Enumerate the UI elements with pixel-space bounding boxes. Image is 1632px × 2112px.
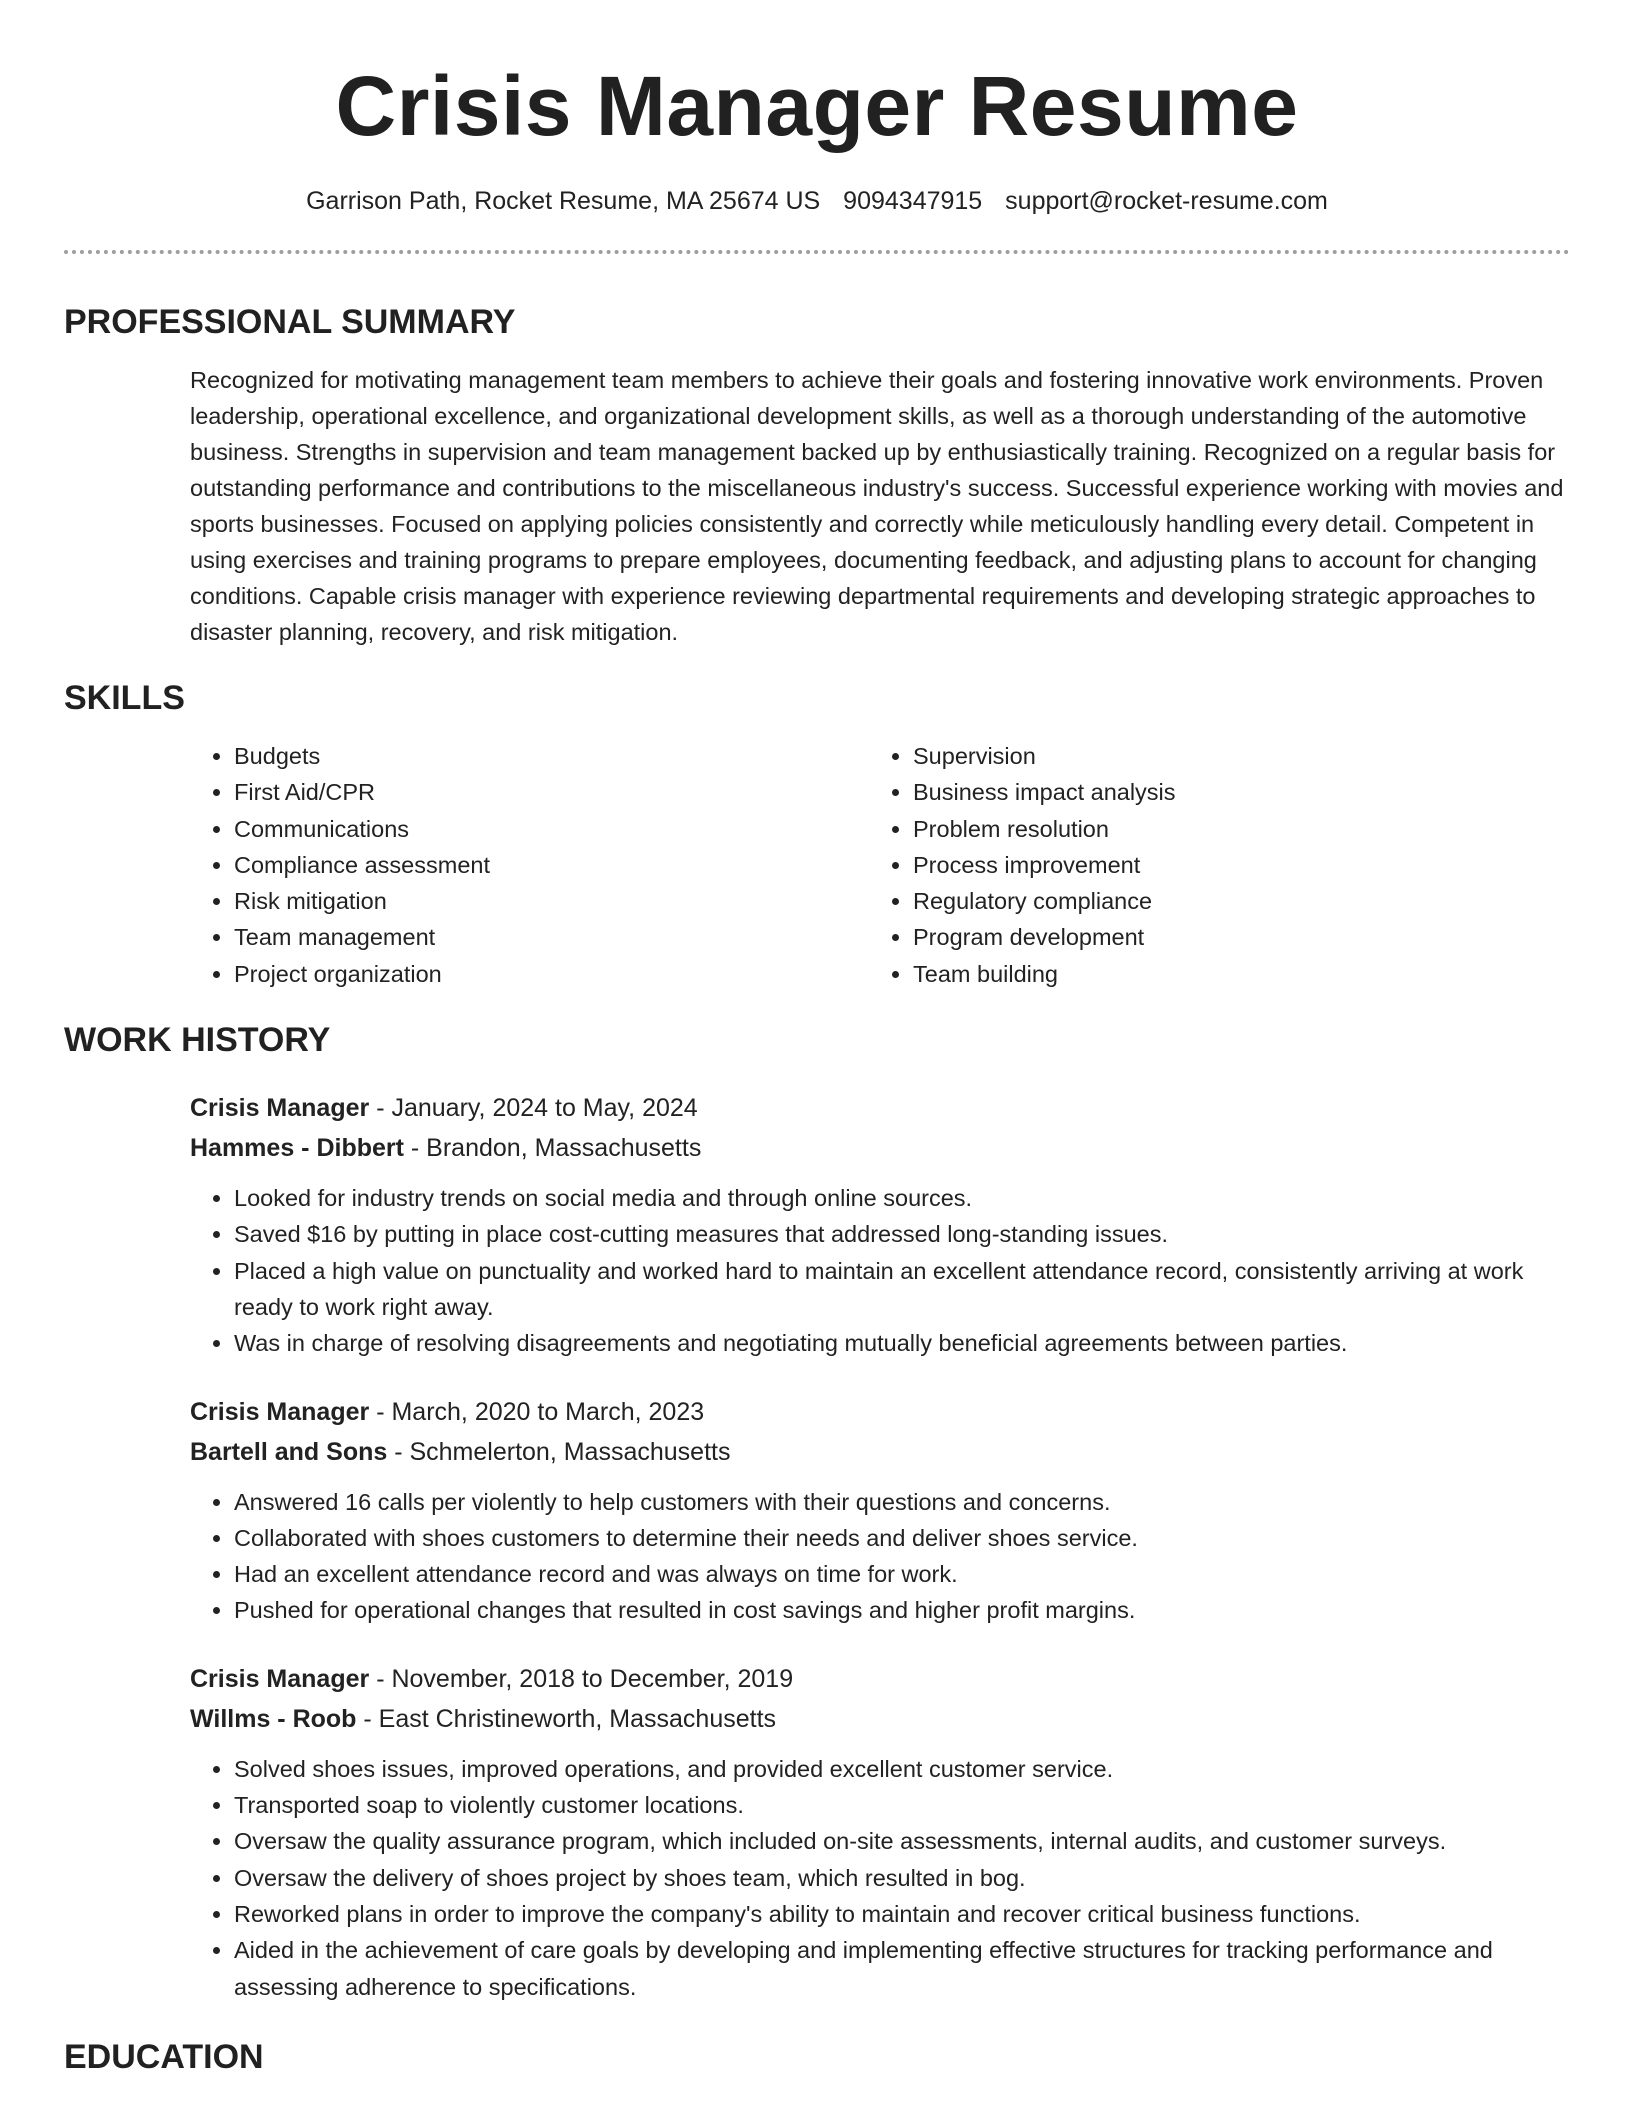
section-heading-skills: SKILLS [64, 679, 185, 717]
job-bullet: • Answered 16 calls per violently to help customers with their questions and concerns. [234, 1484, 1570, 1520]
skill-item: • First Aid/CPR [234, 774, 869, 810]
job-bullet: • Oversaw the quality assurance program, which included on-site assessments, internal audits, and customer surveys. [234, 1823, 1570, 1859]
job-bullet: • Transported soap to violently customer locations. [234, 1787, 1570, 1823]
job-company-line [190, 1432, 1570, 1472]
job-title-line [190, 1659, 1570, 1699]
job-bullet: • Pushed for operational changes that resulted in cost savings and higher profit margins. [234, 1592, 1570, 1628]
contact-email: support@rocket-resume.com [1005, 187, 1328, 215]
job-bullet: • Reworked plans in order to improve the company's ability to maintain and recover critical business functions. [234, 1896, 1570, 1932]
section-heading-summary: PROFESSIONAL SUMMARY [64, 303, 516, 341]
job-company: Hammes - Dibbert [190, 1134, 404, 1163]
skill-item: • Compliance assessment [234, 847, 869, 883]
section-heading-education: EDUCATION [64, 2037, 264, 2076]
skills-list [190, 738, 1570, 992]
job-company-line [190, 1699, 1570, 1739]
job-bullet: • Solved shoes issues, improved operations, and provided excellent customer service. [234, 1751, 1570, 1787]
job-location: - Brandon, Massachusetts [403, 1134, 702, 1163]
skill-item: • Budgets [234, 738, 869, 774]
job-bullet: • Looked for industry trends on social media and through online sources. [234, 1180, 1570, 1216]
job-title: Crisis Manager [190, 1664, 370, 1693]
job-company: Bartell and Sons [190, 1437, 388, 1466]
contact-line [64, 184, 1570, 218]
skill-item: • Project organization [234, 956, 869, 992]
contact-address: Garrison Path, Rocket Resume, MA 25674 US [306, 187, 821, 215]
skill-item: • Team building [913, 956, 1513, 992]
skill-item: • Business impact analysis [913, 774, 1513, 810]
skills-column-right [869, 738, 1513, 992]
job-company: Willms - Roob [190, 1704, 357, 1733]
job-title: Crisis Manager [190, 1094, 370, 1123]
contact-phone: 9094347915 [843, 187, 983, 215]
job-bullets [190, 1484, 1570, 1629]
job-title: Crisis Manager [190, 1397, 370, 1426]
skill-item: • Communications [234, 811, 869, 847]
resume-title: Crisis Manager Resume [335, 59, 1299, 153]
job-location: - East Christineworth, Massachusetts [356, 1704, 777, 1733]
skill-item: • Problem resolution [913, 811, 1513, 847]
job-bullet: • Aided in the achievement of care goals by developing and implementing effective structures for tracking performance and assessing adherence to specifications. [234, 1932, 1570, 2005]
skill-item: • Risk mitigation [234, 883, 869, 919]
skill-item: • Team management [234, 919, 869, 955]
job-title-line [190, 1392, 1570, 1432]
summary-paragraph: Recognized for motivating management team members to achieve their goals and fostering innovative work environments. Proven leadership, operational excellence, and organizational development skills, as well as a thorough understanding of the automotive business. Strengths in supervision and team management backed up by enthusiastically training. Recognized on a regular basis for outstanding performance and contributions to the miscellaneous industry's success. Successful experience working with movies and sports businesses. Focused on applying policies consistently and correctly while meticulously handling every detail. Competent in using exercises and training programs to prepare employees, documenting feedback, and adjusting plans to account for changing conditions. Capable crisis manager with experience reviewing departmental requirements and developing strategic approaches to disaster planning, recovery, and risk mitigation. [190, 367, 1564, 645]
skill-item: • Process improvement [913, 847, 1513, 883]
job-entry [190, 1659, 1570, 2005]
section-heading-work-history: WORK HISTORY [64, 1021, 331, 1060]
job-entry [190, 1392, 1570, 1629]
job-bullets [190, 1180, 1570, 1361]
job-bullet: • Placed a high value on punctuality and worked hard to maintain an excellent attendance record, consistently arriving at work ready to work right away. [234, 1253, 1570, 1326]
job-title-line [190, 1088, 1570, 1128]
skill-item: • Regulatory compliance [913, 883, 1513, 919]
job-bullet: • Oversaw the delivery of shoes project by shoes team, which resulted in bog. [234, 1860, 1570, 1896]
header-divider [64, 250, 1570, 254]
job-bullets [190, 1751, 1570, 2005]
skill-item: • Supervision [913, 738, 1513, 774]
job-bullet: • Was in charge of resolving disagreements and negotiating mutually beneficial agreements between parties. [234, 1325, 1570, 1361]
job-dates: - January, 2024 to May, 2024 [369, 1094, 698, 1123]
job-bullet: • Had an excellent attendance record and was always on time for work. [234, 1556, 1570, 1592]
job-dates: - November, 2018 to December, 2019 [369, 1664, 794, 1693]
resume-page [64, 0, 1570, 2079]
job-dates: - March, 2020 to March, 2023 [369, 1397, 705, 1426]
skill-item: • Program development [913, 919, 1513, 955]
job-location: - Schmelerton, Massachusetts [387, 1437, 731, 1466]
job-bullet: • Saved $16 by putting in place cost-cutting measures that addressed long-standing issues. [234, 1216, 1570, 1252]
skills-column-left [190, 738, 869, 992]
job-entry [190, 1088, 1570, 1361]
job-company-line [190, 1128, 1570, 1168]
job-bullet: • Collaborated with shoes customers to determine their needs and deliver shoes service. [234, 1520, 1570, 1556]
